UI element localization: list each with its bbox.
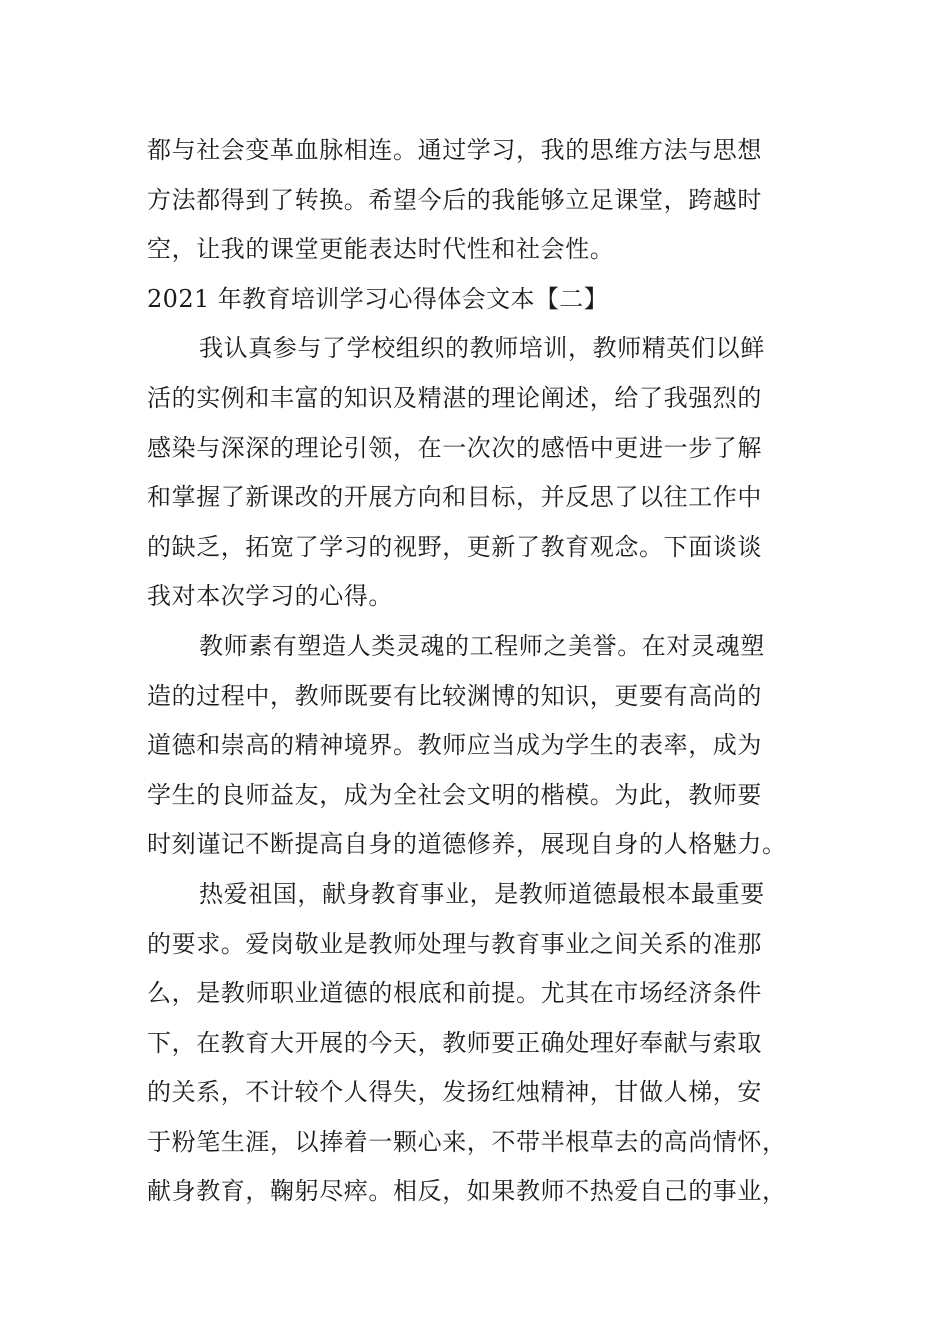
intro-paragraph — [147, 126, 807, 275]
paragraph-line: 都与社会变革血脉相连。通过学习，我的思维方法与思想 — [147, 136, 762, 164]
paragraph-line: 感染与深深的理论引领，在一次次的感悟中更进一步了解 — [147, 433, 762, 462]
paragraph-line: 么，是教师职业道德的根底和前提。尤其在市场经济条件 — [147, 979, 762, 1008]
paragraph-line: 我认真参与了学校组织的教师培训，教师精英们以鲜 — [199, 334, 765, 363]
paragraph-line: 献身教育，鞠躬尽瘁。相反，如果教师不热爱自己的事业， — [147, 1177, 787, 1206]
paragraph-line: 于粉笔生涯，以捧着一颗心来，不带半根草去的高尚情怀， — [147, 1127, 787, 1156]
paragraph-line: 的关系，不计较个人得失，发扬红烛精神，甘做人梯，安 — [147, 1078, 762, 1107]
document-page — [147, 126, 807, 1217]
paragraph-line: 我对本次学习的心得。 — [147, 582, 393, 611]
paragraph-line: 造的过程中，教师既要有比较渊博的知识，更要有高尚的 — [147, 681, 762, 710]
paragraph-line: 的要求。爱岗敬业是教师处理与教育事业之间关系的准那 — [147, 929, 762, 958]
paragraph-dedication — [147, 870, 807, 1217]
paragraph-line: 的缺乏，拓宽了学习的视野，更新了教育观念。下面谈谈 — [147, 532, 762, 561]
paragraph-line: 热爱祖国，献身教育事业，是教师道德最根本最重要 — [199, 879, 765, 908]
paragraph-line: 方法都得到了转换。希望今后的我能够立足课堂，跨越时 — [147, 185, 762, 214]
paragraph-teacher-ethics — [147, 622, 807, 870]
paragraph-line: 学生的良师益友，成为全社会文明的楷模。为此，教师要 — [147, 780, 762, 809]
paragraph-line: 和掌握了新课改的开展方向和目标，并反思了以往工作中 — [147, 483, 762, 512]
paragraph-line: 教师素有塑造人类灵魂的工程师之美誉。在对灵魂塑 — [199, 631, 765, 660]
section-title: 2021 年教育培训学习心得体会文本【二】 — [147, 284, 609, 313]
paragraph-line: 下，在教育大开展的今天，教师要正确处理好奉献与索取 — [147, 1028, 762, 1057]
paragraph-line: 道德和崇高的精神境界。教师应当成为学生的表率，成为 — [147, 731, 762, 760]
paragraph-training-intro — [147, 324, 807, 622]
paragraph-line: 活的实例和丰富的知识及精湛的理论阐述，给了我强烈的 — [147, 383, 762, 412]
paragraph-line: 空，让我的课堂更能表达时代性和社会性。 — [147, 235, 615, 264]
paragraph-line: 时刻谨记不断提高自身的道德修养，展现自身的人格魅力。 — [147, 830, 787, 859]
